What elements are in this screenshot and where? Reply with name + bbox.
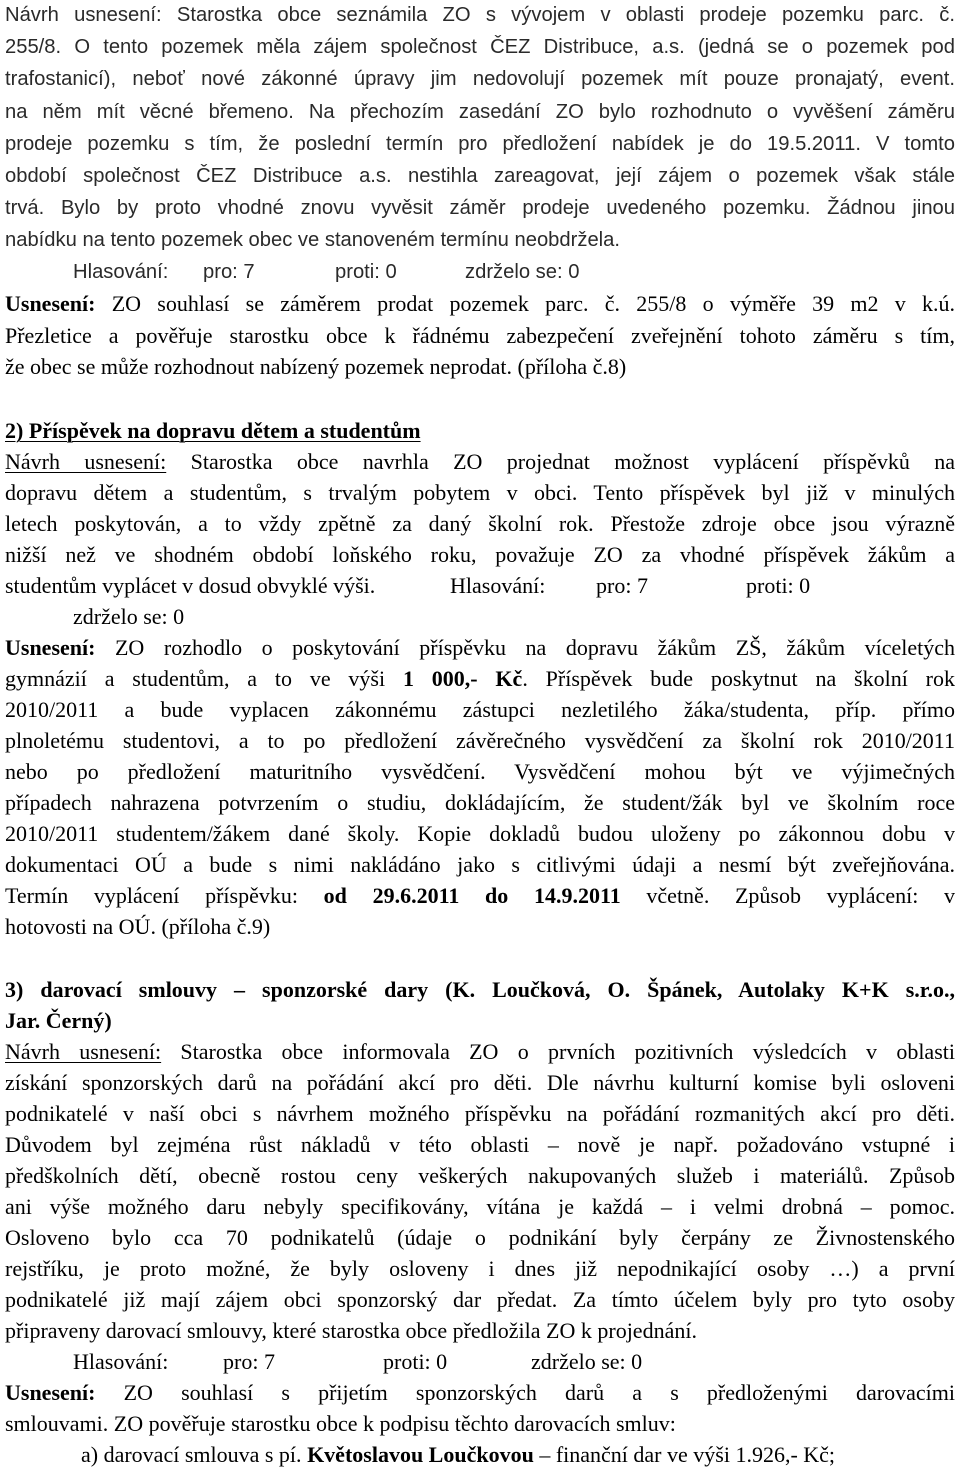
- s2-resolution-label: Usnesení:: [5, 635, 96, 660]
- s2-vote-label: Hlasování:: [450, 573, 546, 598]
- s1-vote-label: Hlasování:: [73, 261, 169, 283]
- s2-line-4: nižší než ve shodném období loňského roku, považuje ZO za vhodné příspěvek žákům a: [5, 542, 955, 567]
- s1-resolution-line-1: Usnesení: ZO souhlasí se záměrem prodat pozemek parc. č. 255/8 o výměře 39 m2 v k.ú.: [5, 291, 955, 316]
- s3-vote-pro: pro: 7: [223, 1349, 275, 1374]
- s3-line-8: rejstříku, je proto možné, že byly osloveny i dnes již nepodnikající osoby …) a první: [5, 1256, 955, 1281]
- s3-item-a: a) darovací smlouva s pí. Květoslavou Loučkovou – finanční dar ve výši 1.926,- Kč;: [81, 1442, 836, 1467]
- s2-resolution-line-10: hotovosti na OÚ. (příloha č.9): [5, 914, 271, 939]
- s3-resolution-line-1: Usnesení: ZO souhlasí s přijetím sponzorských darů a s předloženými darovacími: [5, 1380, 955, 1405]
- s2-resolution-line-3: 2010/2011 a bude vyplacen zákonnému zástupci nezletilého žáka/studenta, příp. přímo: [5, 697, 955, 722]
- s3-line-9: podnikatelé již mají zájem obci sponzorský dar předat. Za tímto účelem byly pro tyto osoby: [5, 1287, 955, 1312]
- s3-vote-proti: proti: 0: [383, 1349, 448, 1374]
- s3-heading-line-2: Jar. Černý): [5, 1008, 112, 1033]
- s3-proposal-label: Návrh usnesení:: [5, 1039, 162, 1064]
- s3-heading-line-1: 3) darovací smlouvy – sponzorské dary (K. Loučková, O. Špánek, Autolaky K+K s.r.o.,: [5, 977, 955, 1002]
- s2-proposal-label: Návrh usnesení:: [5, 449, 167, 474]
- s2-resolution-line-6: případech nahrazena potvrzením o studiu, dokládajícím, že student/žák byl ve školním roce: [5, 790, 955, 815]
- s1-resolution-label: Usnesení:: [5, 291, 96, 316]
- s1-vote: [73, 257, 579, 287]
- s1-line-8: nabídku na tento pozemek obec ve stanoveném termínu neobdržela.: [5, 229, 620, 251]
- s1-line-4: na něm mít věcné břemeno. Na přechozím zasedání ZO bylo rozhodnuto o vyvěšení záměru: [5, 101, 955, 123]
- s3-vote: [73, 1347, 642, 1377]
- s2-line-5: studentům vyplácet v dosud obvyklé výši. Hlasování: pro: 7 proti: 0: [5, 571, 810, 601]
- s2-resolution-line-1: Usnesení: ZO rozhodlo o poskytování příspěvku na dopravu žákům ZŠ, žákům víceletých: [5, 635, 955, 660]
- s3-line-2: získání sponzorských darů na pořádání akcí pro děti. Dle návrhu kulturní komise byli osloveni: [5, 1070, 955, 1095]
- s1-line-1: Návrh usnesení: Starostka obce seznámila ZO s vývojem v oblasti prodeje pozemku parc. č.: [5, 4, 955, 26]
- s1-vote-zdrzelo: zdrželo se: 0: [465, 261, 580, 283]
- s3-line-4: Důvodem byl zejména růst nákladů v této oblasti – nově je např. požadováno vstupné i: [5, 1132, 955, 1157]
- s3-line-7: Osloveno bylo cca 70 podnikatelů (údaje o podnikání byly čerpány ze Živnostenského: [5, 1225, 955, 1250]
- s2-line-1: Návrh usnesení: Starostka obce navrhla ZO projednat možnost vyplácení příspěvků na: [5, 449, 955, 474]
- s2-vote-zdrzelo: zdrželo se: 0: [73, 604, 185, 629]
- s1-vote-proti: proti: 0: [335, 261, 397, 283]
- s1-line-6: období společnost ČEZ Distribuce a.s. nestihla zareagovat, její zájem o pozemek však stále: [5, 165, 955, 187]
- s3-resolution-line-2: smlouvami. ZO pověřuje starostku obce k podpisu těchto darovacích smluv:: [5, 1411, 676, 1436]
- s1-resolution-line-3: že obec se může rozhodnout nabízený pozemek neprodat. (příloha č.8): [5, 354, 627, 379]
- s3-line-5: předškolních dětí, obecně rostou ceny veškerých nakupovaných služeb i materiálů. Způsob: [5, 1163, 955, 1188]
- s1-line-5: prodeje pozemku s tím, že poslední termín pro předložení nabídek je do 19.5.2011. V tomto: [5, 133, 955, 155]
- s1-resolution-line-2: Přezletice a pověřuje starostku obce k řádnému zabezpečení zveřejnění tohoto záměru s tím,: [5, 323, 955, 348]
- s3-line-1: Návrh usnesení: Starostka obce informovala ZO o prvních pozitivních výsledcích v oblasti: [5, 1039, 955, 1064]
- s2-vote-pro: pro: 7: [596, 573, 648, 598]
- s2-line-3: letech poskytován, a to vždy zpětně za daný školní rok. Přestože zdroje obce jsou výrazně: [5, 511, 955, 536]
- s3-line-3: podnikatelé v naší obci s návrhem možného příspěvku na pořádání rozmanitých akcí pro děti.: [5, 1101, 955, 1126]
- s2-vote-proti: proti: 0: [746, 573, 811, 598]
- s2-resolution-line-9: Termín vyplácení příspěvku: od 29.6.2011 do 14.9.2011 včetně. Způsob vyplácení: v: [5, 883, 955, 908]
- s2-resolution-line-5: nebo po předložení maturitního vysvědčení. Vysvědčení mohou být ve výjimečných: [5, 759, 955, 784]
- s2-resolution-line-2: gymnázií a studentům, a to ve výši 1 000,- Kč. Příspěvek bude poskytnut na školní rok: [5, 666, 955, 691]
- s2-payment-period: od 29.6.2011 do 14.9.2011: [323, 883, 621, 908]
- s2-resolution-line-7: 2010/2011 studentem/žákem dané školy. Kopie dokladů budou uloženy po zákonnou dobu v: [5, 821, 955, 846]
- s3-line-6: ani výše možného daru nebyly specifikovány, vítána je každá – i velmi drobná – pomoc.: [5, 1194, 955, 1219]
- s3-line-10: připraveny darovací smlouvy, které starostka obce předložila ZO k projednání.: [5, 1318, 697, 1343]
- s1-line-2: 255/8. O tento pozemek měla zájem společnost ČEZ Distribuce, a.s. (jedná se o pozemek pod: [5, 36, 955, 58]
- s3-vote-label: Hlasování:: [73, 1349, 169, 1374]
- s2-line-2: dopravu dětem a studentům, s trvalým pobytem v obci. Tento příspěvek byl již v minulých: [5, 480, 955, 505]
- s1-vote-pro: pro: 7: [203, 261, 255, 283]
- s2-resolution-line-4: plnoletému studentovi, a to po předložení závěrečného vysvědčení za školní rok 2010/2011: [5, 728, 955, 753]
- s1-line-3: trafostanicí), neboť nové zákonné úpravy jim nedovolují pozemek mít pouze pronajatý, event.: [5, 68, 955, 90]
- s3-vote-zdrzelo: zdrželo se: 0: [531, 1349, 643, 1374]
- s3-resolution-label: Usnesení:: [5, 1380, 96, 1405]
- s2-heading: 2) Příspěvek na dopravu dětem a studentům: [5, 418, 421, 443]
- s1-line-7: trvá. Bylo by proto vhodné znovu vyvěsit záměr prodeje uvedeného pozemku. Žádnou jinou: [5, 197, 955, 219]
- s2-resolution-line-8: dokumentaci OÚ a bude s nimi nakládáno jako s citlivými údaji a nesmí být zveřejňována.: [5, 852, 955, 877]
- s2-amount: 1 000,- Kč: [402, 666, 523, 691]
